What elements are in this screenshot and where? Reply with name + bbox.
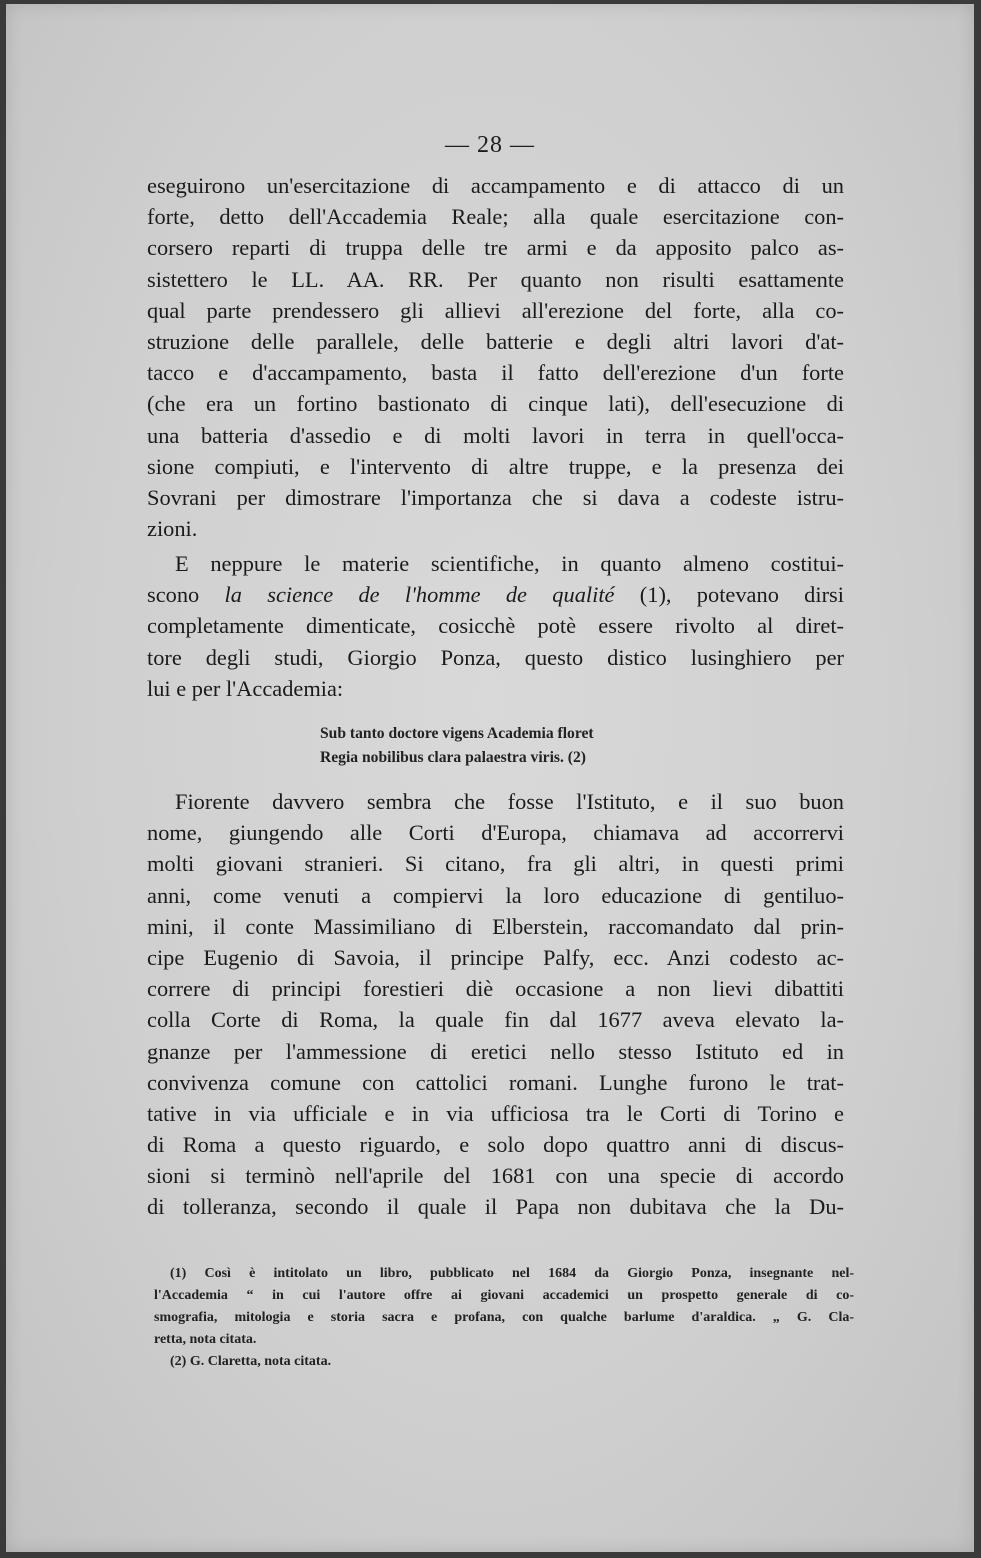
text-line: tative in via ufficiale e in via ufficiosa tra le Corti di Torino e: [147, 1100, 844, 1126]
text-line: correre di principi forestieri diè occasione a non lievi dibattiti: [147, 976, 844, 1002]
verse-line: Regia nobilibus clara palaestra viris. (2): [320, 749, 586, 766]
text-line: tacco e d'accampamento, basta il fatto dell'erezione d'un forte: [147, 360, 844, 386]
text-line: mini, il conte Massimiliano di Elberstein, raccomandato dal prin-: [147, 913, 844, 939]
paragraph-2: [147, 548, 844, 704]
paragraph-1: [147, 170, 844, 544]
footnote-line: (1) Così è intitolato un libro, pubblicato nel 1684 da Giorgio Ponza, insegnante nel-: [170, 1266, 854, 1281]
text-line: di Roma a questo riguardo, e solo dopo quattro anni di discus-: [147, 1132, 844, 1158]
page-number: — 28 —: [445, 132, 535, 158]
text-line: tore degli studi, Giorgio Ponza, questo distico lusinghiero per: [147, 644, 844, 670]
text-fragment: scono: [147, 582, 225, 608]
footnote-reference: (1), potevano dirsi: [614, 582, 844, 608]
italic-quotation: la science de l'homme de qualité: [224, 582, 615, 608]
text-line: di tolleranza, secondo il quale il Papa non dubitava che la Du-: [147, 1194, 844, 1220]
text-line: qual parte prendessero gli allievi all'erezione del forte, alla co-: [147, 297, 844, 323]
text-line: Fiorente davvero sembra che fosse l'Istituto, e il suo buon: [175, 789, 844, 814]
text-line: molti giovani stranieri. Si citano, fra gli altri, in questi primi: [147, 851, 844, 877]
book-page: [6, 4, 974, 1552]
text-line: colla Corte di Roma, la quale fin dal 1677 aveva elevato la-: [147, 1007, 844, 1033]
latin-distich: [320, 722, 740, 770]
text-line: forte, detto dell'Accademia Reale; alla quale esercitazione con-: [147, 204, 844, 230]
text-line: cipe Eugenio di Savoia, il principe Palfy, ecc. Anzi codesto ac-: [147, 944, 844, 970]
text-line: completamente dimenticate, cosicchè potè essere rivolto al diret-: [147, 613, 844, 639]
text-line: Sovrani per dimostrare l'importanza che si dava a codeste istru-: [147, 484, 844, 510]
text-line: E neppure le materie scientifiche, in quanto almeno costitui-: [175, 551, 844, 576]
verse-line: Sub tanto doctore vigens Academia floret: [320, 725, 594, 742]
text-line: gnanze per l'ammessione di eretici nello stesso Istituto ed in: [147, 1038, 844, 1064]
text-line: corsero reparti di truppa delle tre armi e da apposito palco as-: [147, 235, 844, 261]
footnotes: [154, 1263, 854, 1373]
footnote-line: l'Accademia “ in cui l'autore offre ai giovani accademici un prospetto generale di co-: [154, 1288, 854, 1303]
text-line: zioni.: [147, 516, 198, 542]
footnote-line: smografia, mitologia e storia sacra e profana, con qualche barlume d'araldica. „ G. Cla-: [154, 1310, 854, 1325]
text-line: (che era un fortino bastionato di cinque lati), dell'esecuzione di: [147, 391, 844, 417]
text-line: anni, come venuti a compiervi la loro educazione di gentiluo-: [147, 882, 844, 908]
text-line: una batteria d'assedio e di molti lavori in terra in quell'occa-: [147, 422, 844, 448]
text-line: sione compiuti, e l'intervento di altre truppe, e la presenza dei: [147, 453, 844, 479]
paragraph-3: [147, 786, 844, 1223]
text-line: sistettero le LL. AA. RR. Per quanto non risulti esattamente: [147, 266, 844, 292]
footnote-line: retta, nota citata.: [154, 1332, 257, 1347]
text-line: convivenza comune con cattolici romani. Lunghe furono le trat-: [147, 1069, 844, 1095]
text-line: nome, giungendo alle Corti d'Europa, chiamava ad accorrervi: [147, 820, 844, 846]
text-line: [147, 579, 844, 610]
text-line: lui e per l'Accademia:: [147, 675, 344, 701]
text-line: struzione delle parallele, delle batterie e degli altri lavori d'at-: [147, 328, 844, 354]
text-line: eseguirono un'esercitazione di accampamento e di attacco di un: [147, 173, 844, 198]
text-line: sioni si terminò nell'aprile del 1681 con una specie di accordo: [147, 1163, 844, 1189]
footnote-line: (2) G. Claretta, nota citata.: [170, 1354, 332, 1369]
